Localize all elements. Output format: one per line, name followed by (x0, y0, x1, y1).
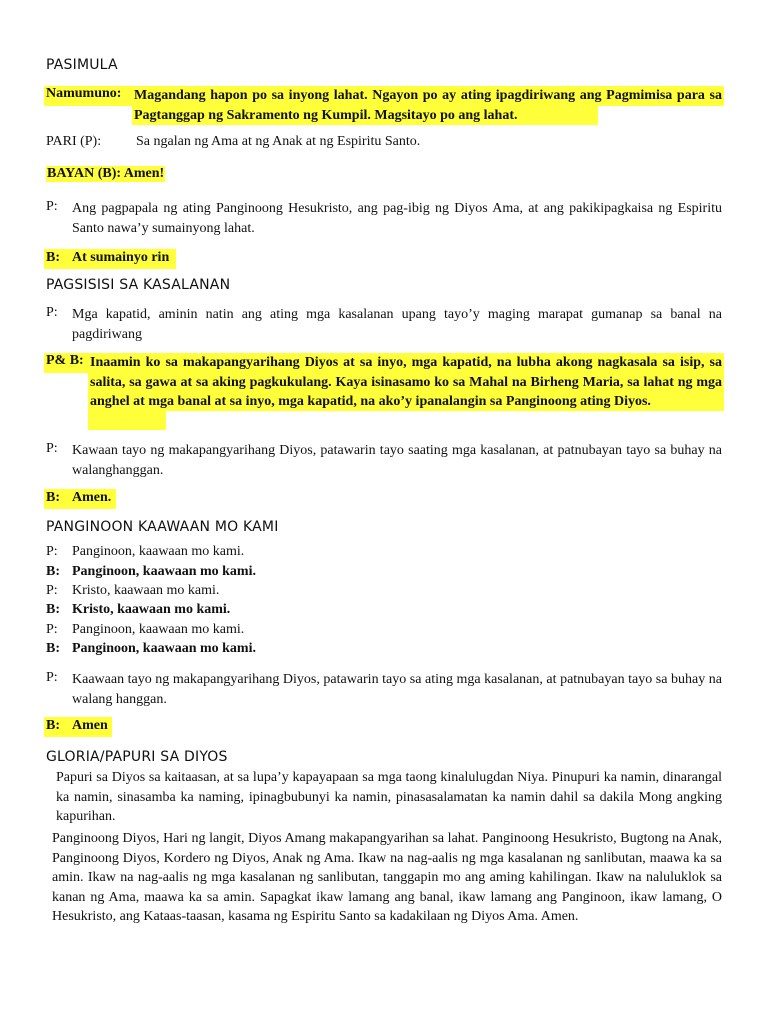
litany-speaker: P: (46, 544, 58, 559)
paragraph-text: Mga kapatid, aminin natin ang ating mga kasalanan upang tayo’y maging marapat gumanap sa banal na pagdiriwang (72, 307, 722, 342)
bayan-amen: BAYAN (B): Amen! (47, 166, 165, 181)
section-heading-pasimula: PASIMULA (46, 57, 118, 73)
p-kapatid-text (72, 305, 722, 344)
section-heading-pagsisisi: PAGSISISI SA KASALANAN (46, 277, 231, 293)
litany-text: Panginoon, kaawaan mo kami. (72, 641, 256, 656)
litany-speaker: P: (46, 583, 58, 598)
paragraph-text: Ang pagpapala ng ating Panginoong Hesukristo, ang pag-ibig ng Diyos Ama, at ang pakikipagkaisa ng Espiritu Santo nawa’y sumainyong lahat. (72, 201, 722, 236)
b-amen1-text: Amen. (72, 490, 112, 505)
paragraph-text: Kawaan tayo ng makapangyarihang Diyos, patawarin tayo saating mga kasalanan, at patnubayan tayo sa buhay na walanghanggan. (72, 443, 722, 478)
speaker-pb: P& B: (46, 353, 84, 368)
section-heading-gloria: GLORIA/PAPURI SA DIYOS (46, 749, 228, 765)
pb-inaamin-text: Inaamin ko sa makapangyarihang Diyos at sa inyo, mga kapatid, na lubha akong nagkasala sa isip, sa salita, sa gawa at sa aking pagkukulang. Kaya isinasamo ko sa Mahal na Birheng Maria, sa lahat ng mga anghel at mga banal at sa inyo, mga kapatid, na ako’y ipanalangin sa Panginoong ating Diyos. (90, 355, 722, 409)
speaker-p: P: (46, 305, 58, 320)
namumuno-text: Magandang hapon po sa inyong lahat. Ngayon po ay ating ipagdiriwang ang Pagmimisa para sa Pagtanggap ng Sakramento ng Kumpil. Magsitayo po ang lahat. (134, 88, 722, 123)
b-sumainyo-text: At sumainyo rin (72, 250, 170, 265)
p-pagpapala-text (72, 199, 722, 238)
p-kaawaan1-text (72, 441, 722, 480)
speaker-b: B: (46, 250, 60, 265)
speaker-b: B: (46, 718, 60, 733)
gloria-paragraph-1 (56, 768, 722, 827)
litany-text: Kristo, kaawaan mo kami. (72, 583, 220, 598)
highlight-bar (88, 410, 166, 430)
speaker-p: P: (46, 441, 58, 456)
litany-speaker: P: (46, 622, 58, 637)
paragraph-text: Panginoong Diyos, Hari ng langit, Diyos Amang makapangyarihan sa lahat. Panginoong Hesukristo, Bugtong na Anak, Panginoong Diyos, Kordero ng Diyos, Anak ng Ama. Ikaw na nag-aalis ng mga kasalanan ng sanlibutan, maawa ka sa amin. Ikaw na nag-aalis ng mga kasalanan ng sanlibutan, tanggapin mo ang aming kahilingan. Ikaw na naluluklok sa kanan ng Ama, maawa ka sa amin. Sapagkat ikaw lamang ang banal, ikaw lamang ang Panginoon, ikaw lamang, O Hesukristo, ang Kataas-taasan, kasama ng Espiritu Santo sa kadakilaan ng Diyos Ama. Amen. (52, 831, 722, 924)
pari-intro-text: Sa ngalan ng Ama at ng Anak at ng Espiritu Santo. (136, 134, 421, 149)
litany-text: Kristo, kaawaan mo kami. (72, 602, 231, 617)
litany-text: Panginoon, kaawaan mo kami. (72, 564, 256, 579)
speaker-namumuno: Namumuno: (46, 86, 122, 101)
speaker-pari: PARI (P): (46, 134, 102, 149)
p-kaawaan2-text (72, 670, 722, 709)
paragraph-text: Papuri sa Diyos sa kaitaasan, at sa lupa’y kapayapaan sa mga taong kinalulugdan Niya. Pinupuri ka namin, dinarangal ka namin, sinasamba ka naming, ipinagbubunyi ka namin, pinasasalamatan ka namin dahil sa dakila Mong angking kapurihan. (56, 770, 722, 824)
paragraph-text: Kaawaan tayo ng makapangyarihang Diyos, patawarin tayo sa ating mga kasalanan, at patnubayan tayo sa buhay na walang hanggan. (72, 672, 722, 707)
litany-text: Panginoon, kaawaan mo kami. (72, 622, 245, 637)
section-heading-panginoon: PANGINOON KAAWAAN MO KAMI (46, 519, 279, 535)
litany-text: Panginoon, kaawaan mo kami. (72, 544, 245, 559)
speaker-p: P: (46, 199, 58, 214)
b-amen2-text: Amen (72, 718, 108, 733)
speaker-p: P: (46, 670, 58, 685)
litany-speaker: B: (46, 641, 60, 656)
litany-speaker: B: (46, 602, 60, 617)
gloria-paragraph-2 (52, 829, 722, 927)
speaker-b: B: (46, 490, 60, 505)
litany-speaker: B: (46, 564, 60, 579)
